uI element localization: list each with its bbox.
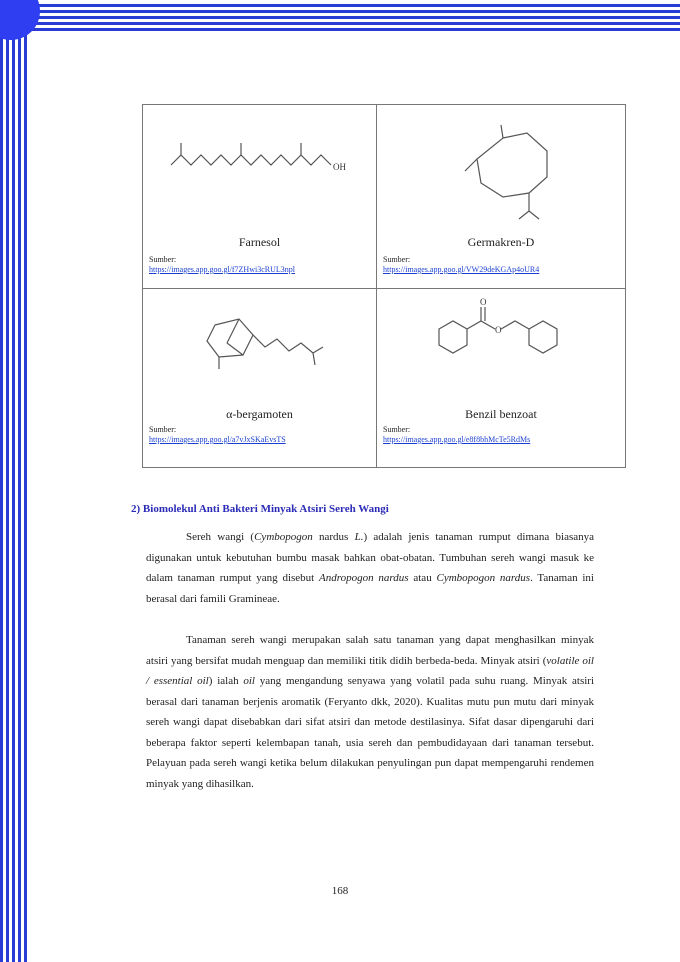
figure-source [383, 425, 530, 445]
molecule-figure-table [142, 104, 626, 468]
text-run-italic: volatile oil / essential oil [146, 654, 594, 687]
text-run: . Tanaman ini berasal dari famili Gramineae. [146, 572, 594, 605]
decorative-left-stripes [0, 0, 30, 962]
figure-name: α-bergamoten [226, 407, 293, 421]
source-link[interactable]: https://images.app.goo.gl/VW29deKGAp4oUR4 [383, 265, 540, 274]
figure-cell-benzil-benzoat [377, 289, 625, 467]
text-run-italic: Cymbopogon [254, 531, 313, 543]
section-title: Biomolekul Anti Bakteri Minyak Atsiri Sereh Wangi [142, 503, 389, 515]
text-run: atau [408, 572, 437, 584]
germakren-d-structure [377, 113, 625, 233]
paragraph-2 [146, 630, 594, 794]
decorative-top-stripes [0, 4, 680, 34]
text-run: nardus [312, 531, 355, 543]
figure-cell-alpha-bergamoten [143, 289, 377, 467]
o-label: O [495, 325, 502, 335]
alpha-bergamoten-structure [143, 295, 377, 385]
source-link[interactable]: https://images.app.goo.gl/e8f8bhMcTe5RdMs [383, 435, 531, 444]
text-run-italic: L. [354, 531, 364, 543]
text-run: Tanaman sereh wangi merupakan salah satu tanaman yang dapat menghasilkan minyak atsiri yang bersifat mudah menguap dan memiliki titik didih berbeda-beda. Minyak atsiri ( [146, 634, 594, 667]
figure-source [149, 255, 295, 275]
page-number: 168 [331, 885, 349, 897]
source-link[interactable]: https://images.app.goo.gl/a7vJxSKaEvsTS [149, 435, 286, 444]
text-run: yang mengandung senyawa yang volatil pada suhu ruang. Minyak atsiri berasal dari tanaman berjenis aromatik (Feryanto dkk, 2020). Kualitas mutu pun mutu dari minyak sereh wangi dapat disebabkan dari sifat atsiri dan metode destilasinya. Sifat dasar dipengaruhi dari beberapa faktor seperti kelembapan tanah, usia sereh dan pembudidayaan dari tanaman tersebut. Pelayuan pada sereh wangi ketika belum dilakukan penyulingan pun dapat mempengaruhi rendemen minyak yang dihasilkan. [146, 675, 594, 790]
farnesol-structure [143, 125, 377, 205]
text-run-italic: oil [243, 675, 255, 687]
figure-cell-germakren-d [377, 105, 625, 289]
source-label: Sumber: [383, 425, 411, 434]
source-link[interactable]: https://images.app.goo.gl/f7ZHwi3cRUL3npl [149, 265, 295, 274]
text-run: Sereh wangi ( [186, 531, 255, 543]
figure-cell-farnesol [143, 105, 377, 289]
benzil-benzoat-structure [377, 295, 625, 375]
text-run-italic: Andropogon nardus [319, 572, 409, 584]
source-label: Sumber: [149, 425, 177, 434]
text-run: ) ialah [208, 675, 244, 687]
figure-name: Germakren-D [467, 235, 535, 249]
source-label: Sumber: [149, 255, 177, 264]
figure-source [149, 425, 286, 445]
o-label: O [480, 297, 487, 307]
figure-name: Farnesol [238, 235, 281, 249]
section-heading [131, 503, 389, 515]
figure-source [383, 255, 539, 275]
figure-name: Benzil benzoat [465, 407, 537, 421]
text-run-italic: Cymbopogon nardus [436, 572, 531, 584]
paragraph-1 [146, 527, 594, 609]
text-run: ) adalah jenis tanaman rumput dimana biasanya digunakan untuk kebutuhan bumbu masak bahkan obat-obatan. Tumbuhan sereh wangi masuk ke dalam tanaman rumput yang disebut [146, 531, 594, 584]
decorative-corner-circle [0, 0, 40, 40]
oh-label: OH [333, 162, 346, 172]
section-number: 2) [131, 503, 141, 515]
source-label: Sumber: [383, 255, 411, 264]
